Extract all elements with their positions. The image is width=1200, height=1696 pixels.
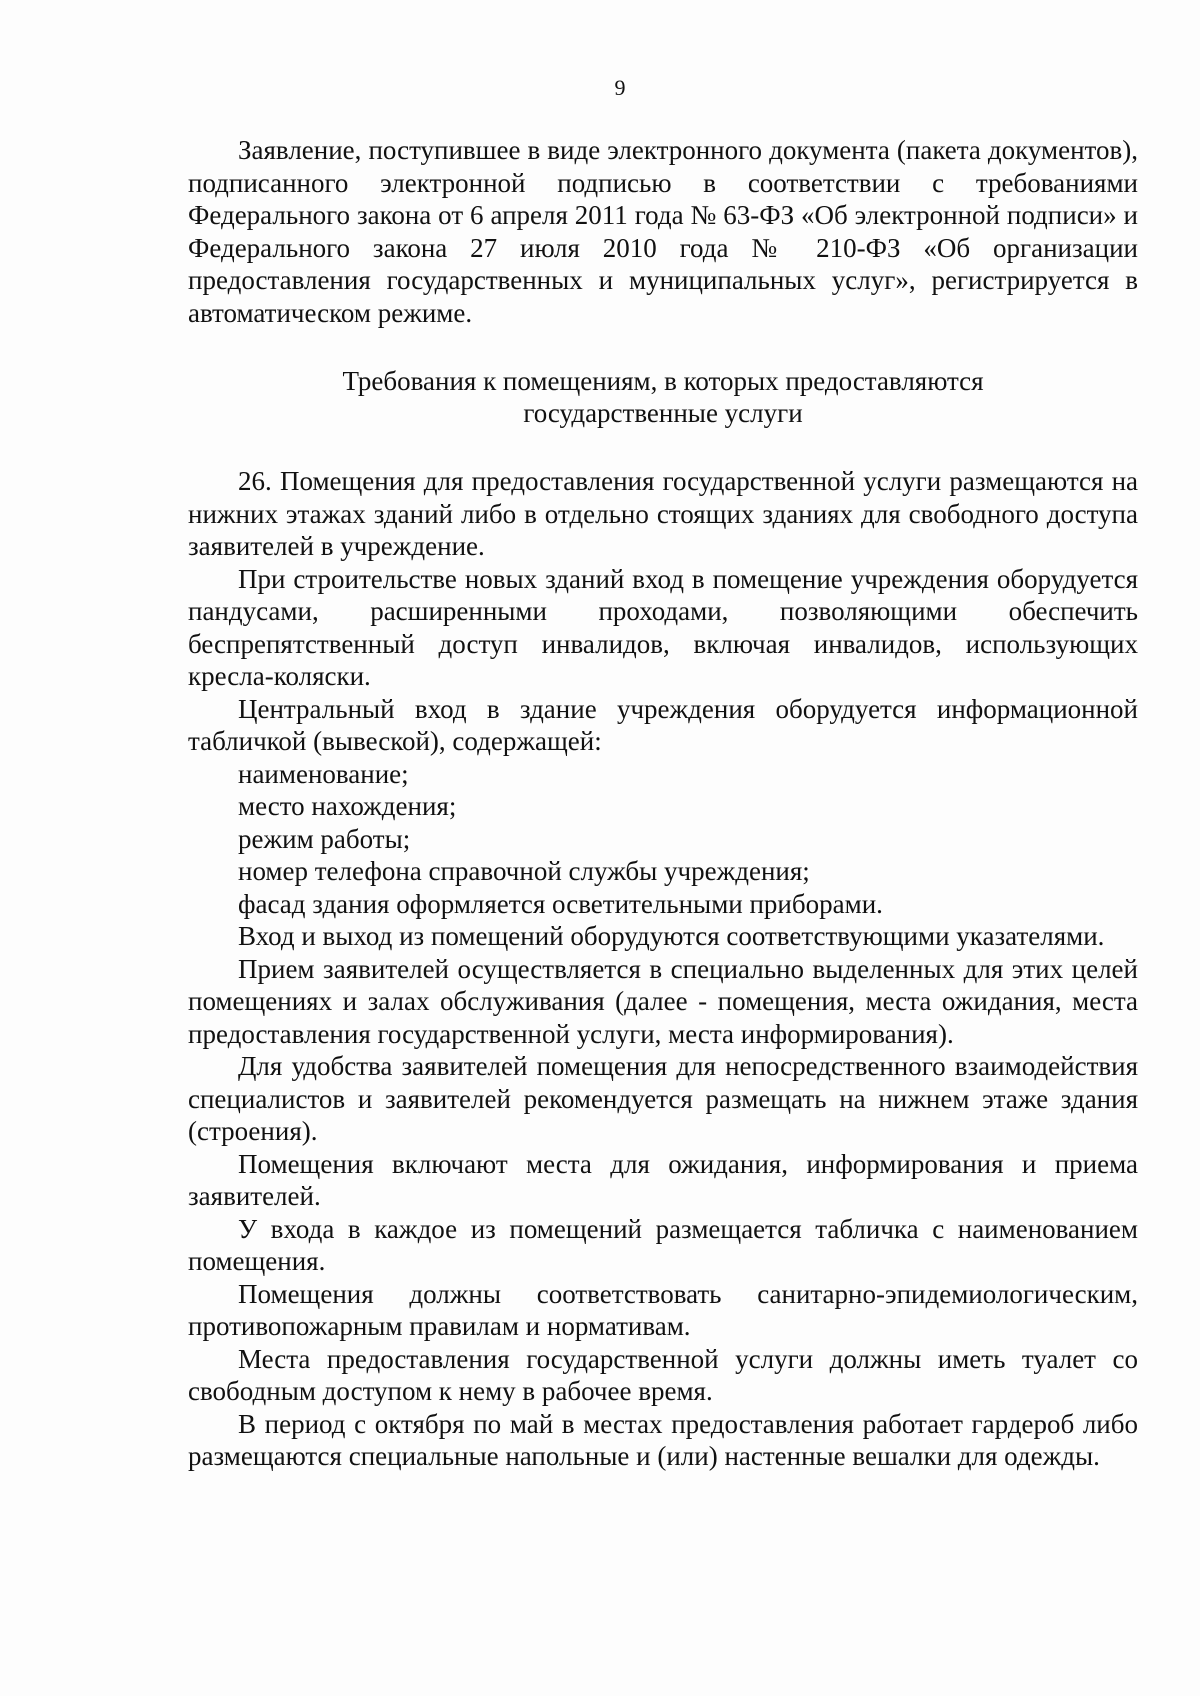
paragraph-central-entrance: Центральный вход в здание учреждения оборудуется информационной табличкой (вывеской), содержащей: — [188, 693, 1138, 756]
list-item-schedule: режим работы; — [238, 823, 411, 854]
paragraph-sanitary: Помещения должны соответствовать санитарно-эпидемиологическим, противопожарным правилам и нормативам. — [188, 1278, 1138, 1341]
paragraph-wardrobe: В период с октября по май в местах предоставления работает гардероб либо размещаются специальные напольные и (или) настенные вешалки для одежды. — [188, 1408, 1138, 1471]
section-heading-line-1: Требования к помещениям, в которых предоставляются — [342, 366, 984, 396]
paragraph-premises-include: Помещения включают места для ожидания, информирования и приема заявителей. — [188, 1148, 1138, 1211]
paragraph-toilet: Места предоставления государственной услуги должны иметь туалет со свободным доступом к нему в рабочее время. — [188, 1343, 1138, 1406]
paragraph-reception: Прием заявителей осуществляется в специально выделенных для этих целей помещениях и залах обслуживания (далее - помещения, места ожидания, места предоставления государственной услуги, места информирования). — [188, 953, 1138, 1049]
list-item-name: наименование; — [238, 758, 409, 789]
intro-paragraph: Заявление, поступившее в виде электронного документа (пакета документов), подписанного электронной подписью в соответствии с требованиями Федерального закона от 6 апреля 2011 года № 63-ФЗ «Об электронной подписи» и Федерального закона 27 июля 2010 года № 210-ФЗ «Об организации предоставления государственных и муниципальных услуг», регистрируется в автоматическом режиме. — [188, 135, 1138, 328]
section-heading — [188, 365, 1138, 429]
list-item-phone: номер телефона справочной службы учреждения; — [238, 856, 810, 886]
paragraph-entrance-exit: Вход и выход из помещений оборудуются соответствующими указателями. — [238, 921, 1105, 951]
page-number: 9 — [614, 75, 626, 100]
section-heading-line-2: государственные услуги — [523, 398, 803, 428]
list-item-facade: фасад здания оформляется осветительными приборами. — [238, 888, 883, 919]
paragraph-signage: У входа в каждое из помещений размещается табличка с наименованием помещения. — [188, 1213, 1138, 1276]
paragraph-construction: При строительстве новых зданий вход в помещение учреждения оборудуется пандусами, расширенными проходами, позволяющими обеспечить беспрепятственный доступ инвалидов, включая инвалидов, использующих кресла-коляски. — [188, 563, 1138, 691]
document-body — [188, 134, 1138, 1473]
list-item-location: место нахождения; — [238, 791, 457, 821]
paragraph-26: 26. Помещения для предоставления государственной услуги размещаются на нижних этажах зданий либо в отдельно стоящих зданиях для свободного доступа заявителей в учреждение. — [188, 466, 1138, 561]
paragraph-convenience: Для удобства заявителей помещения для непосредственного взаимодействия специалистов и заявителей рекомендуется размещать на нижнем этаже здания (строения). — [188, 1051, 1138, 1146]
